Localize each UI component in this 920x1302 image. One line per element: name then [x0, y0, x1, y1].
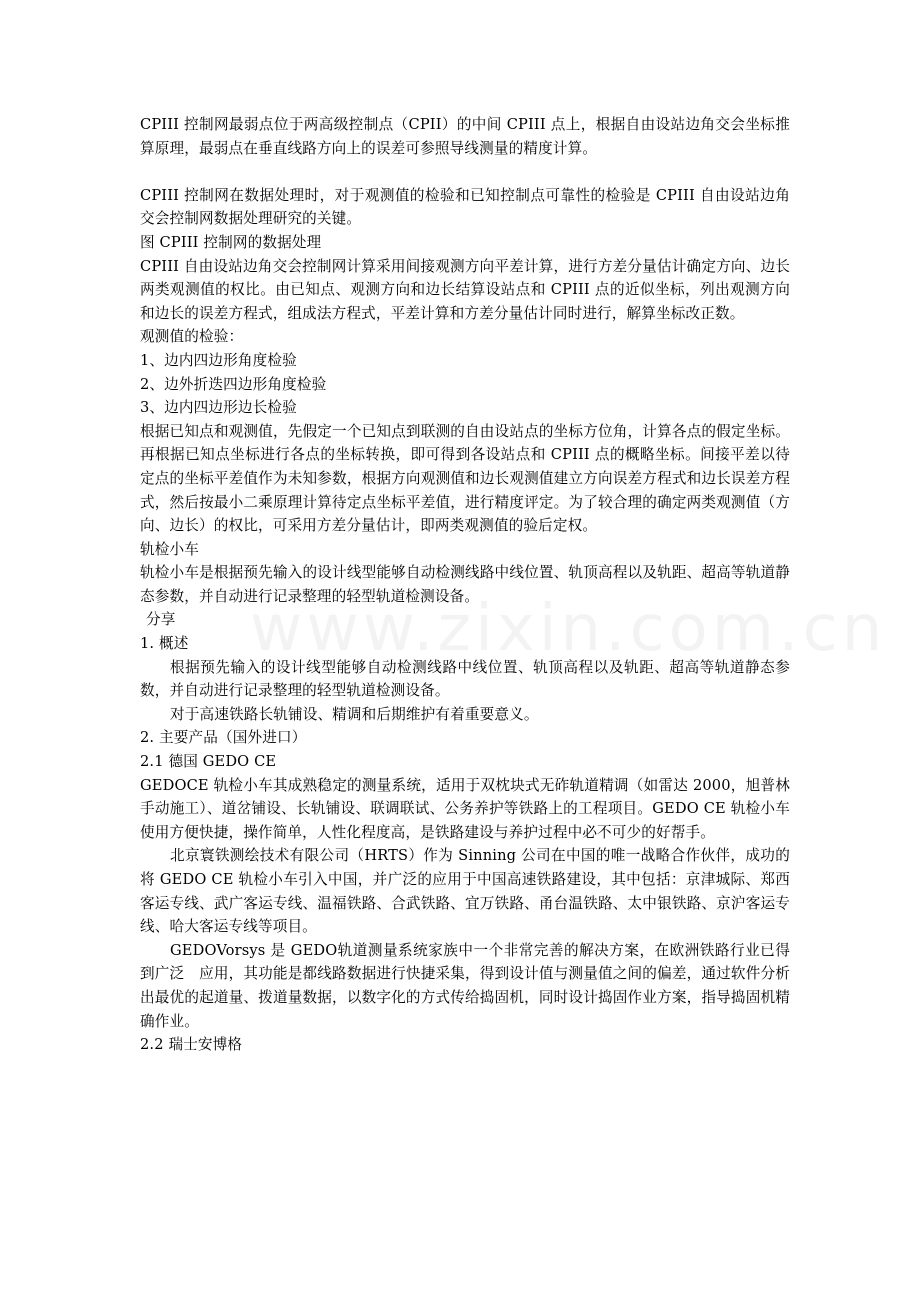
paragraph-gedo-vorsys: GEDOVorsys 是 GEDO轨道测量系统家族中一个非常完善的解决方案，在欧洲铁路行业已得到广泛 应用，其功能是都线路数据进行快捷采集，得到设计值与测量值之间的偏差，通过软件分析出最优的起道量、拨道量数据，以数字化的方式传给捣固机，同时设计捣固作业方案，指导捣固机精确作业。	[140, 941, 790, 1030]
paragraph-weakest-point: CPIII 控制网最弱点位于两高级控制点（CPII）的中间 CPIII 点上，根据自由设站边角交会坐标推算原理，最弱点在垂直线路方向上的误差可参照导线测量的精度计算。	[140, 116, 790, 157]
paragraph-overview: 根据预先输入的设计线型能够自动检测线路中线位置、轨顶高程以及轨距、超高等轨道静态参数，并自动进行记录整理的轻型轨道检测设备。	[140, 658, 790, 700]
paragraph-hrts: 北京寰铁测绘技术有限公司（HRTS）作为 Sinning 公司在中国的唯一战略合作伙伴，成功的将 GEDO CE 轨检小车引入中国，并广泛的应用于中国高速铁路建设，其中包括：京津城际、郑西客运专线、武广客运专线、温福铁路、合武铁路、宜万铁路、甬台温铁路、太中银铁路、京沪客运专线、哈大客运专线等项目。	[140, 847, 790, 936]
document-body	[140, 113, 790, 1057]
paragraph-coordinate-computation: 根据已知点和观测值，先假定一个已知点到联测的自由设站点的坐标方位角，计算各点的假定坐标。再根据已知点坐标进行各点的坐标转换，即可得到各设站点和 CPIII 点的概略坐标。间接平差以待定点的坐标平差值作为未知参数，根据方向观测值和边长观测值建立方向误差方程式和边长误差方程式，然后按最小二乘原理计算待定点坐标平差值，进行精度评定。为了较合理的确定两类观测值（方向、边长）的权比，可采用方差分量估计，即两类观测值的验后定权。	[140, 422, 790, 535]
paragraph-significance: 对于高速铁路长轨铺设、精调和后期维护有着重要意义。	[170, 705, 539, 723]
paragraph-gap	[140, 160, 790, 184]
list-item-1: 1、边内四边形角度检验	[140, 351, 297, 369]
subsection-heading-gedo: 2.1 德国 GEDO CE	[140, 753, 277, 771]
paragraph-adjustment: CPIII 自由设站边角交会控制网计算采用间接观测方向平差计算，进行方差分量估计确定方向、边长两类观测值的权比。由已知点、观测方向和边长结算设站点和 CPIII 点的近似坐标，列出观测方向和边长的误差方程式，组成法方程式，平差计算和方差分量估计同时进行，解算坐标改正数。	[140, 257, 790, 322]
section-heading-overview: 1. 概述	[140, 635, 189, 653]
subsection-heading-amberg: 2.2 瑞士安博格	[140, 1036, 243, 1054]
list-item-2: 2、边外折迭四边形角度检验	[140, 375, 327, 393]
paragraph-track-trolley-definition: 轨检小车是根据预先输入的设计线型能够自动检测线路中线位置、轨顶高程以及轨距、超高等轨道静态参数，并自动进行记录整理的轻型轨道检测设备。	[140, 564, 790, 605]
paragraph-gedo-ce: GEDOCE 轨检小车其成熟稳定的测量系统，适用于双枕块式无砟轨道精调（如雷达 2000，旭普林手动施工）、道岔铺设、长轨铺设、联调联试、公务养护等铁路上的工程项目。GEDO CE 轨检小车使用方便快捷，操作简单，人性化程度高，是铁路建设与养护过程中必不可少的好帮手。	[140, 776, 790, 841]
list-item-3: 3、边内四边形边长检验	[140, 399, 297, 417]
heading-track-trolley: 轨检小车	[140, 540, 199, 558]
paragraph-data-check: CPIII 控制网在数据处理时，对于观测值的检验和已知控制点可靠性的检验是 CPIII 自由设站边角交会控制网数据处理研究的关键。	[140, 186, 790, 228]
heading-observation-check: 观测值的检验：	[140, 328, 244, 346]
section-heading-products: 2. 主要产品（国外进口）	[140, 729, 307, 747]
share-label: 分享	[146, 611, 176, 629]
figure-caption: 图 CPIII 控制网的数据处理	[140, 233, 322, 251]
